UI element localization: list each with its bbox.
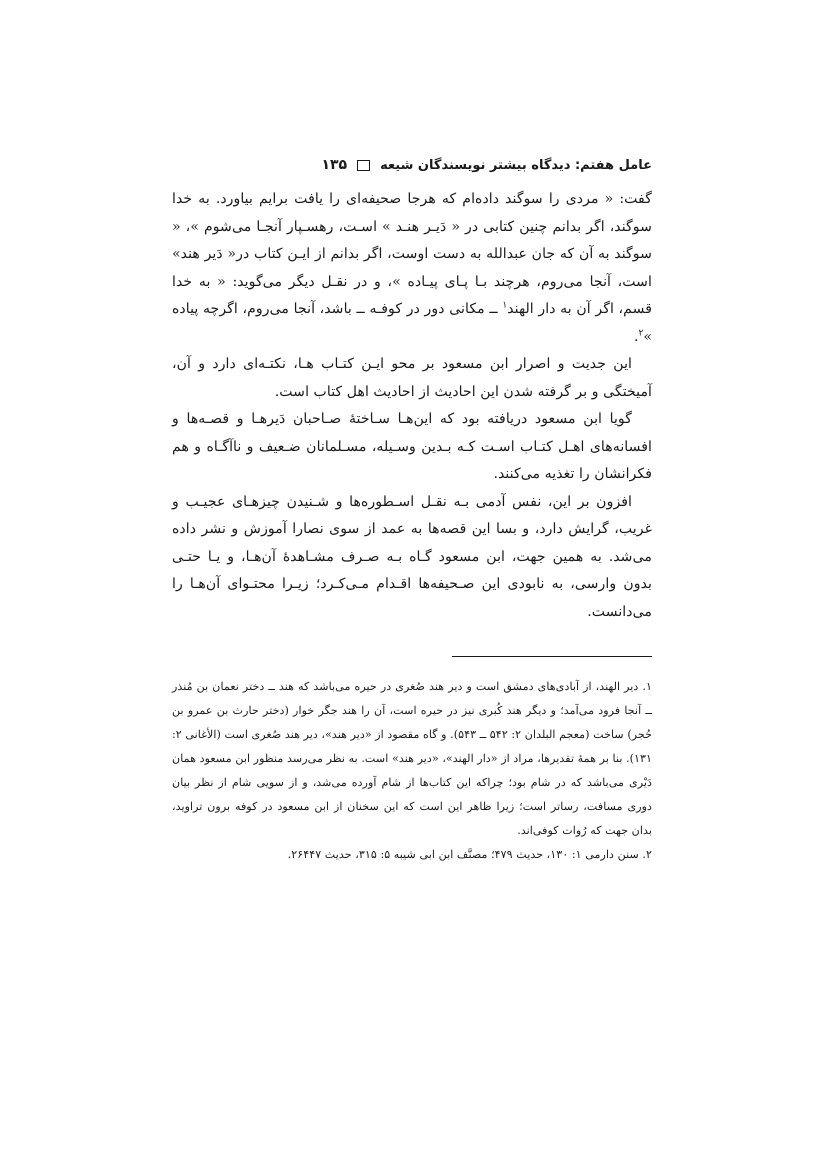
footnote: ۲. سنن دارمی ۱: ۱۳۰، حدیث ۴۷۹؛ مصنَّف ابن ابی شیبه ۵: ۳۱۵، حدیث ۲۶۴۴۷. bbox=[287, 848, 652, 861]
footnote-ref: ۱ bbox=[502, 300, 508, 311]
body-text bbox=[172, 186, 652, 626]
page-number: ۱۳۵ bbox=[321, 157, 348, 173]
paragraph: گفت: « مردی را سوگند داده‌ام که هرجا صحیفه‌ای را یافت برایم بیاورد. به خدا سوگند، اگر بدانم چنین کتابی در « دَیـر هنـد » اسـت، رهسـپار آنجـا می‌شوم »، « سوگند به آن که جان عبدالله به دست اوست، اگر بدانم از ایـن کتاب در« دَیر هند» است، آنجا می‌روم، هرچند بـا پـای پیـاده »، و در نقـل دیگر می‌گوید: « به خدا قسم، اگر آن به دار الهند$^۱$ ــ مکانی دور در کوفـه ــ باشد، آنجا می‌روم، اگرچه پیاده »$^۲$. bbox=[172, 191, 653, 345]
paragraph: گویا ابن مسعود دریافته بود که این‌هـا سـاختۀ صـاحبان دَیرهـا و قصـه‌ها و افسانه‌های اهـل کتـاب اسـت کـه بـدین وسـیله، مسـلمانان ضـعیف و ناآگـاه و هم فکرانشان را تغذیه می‌کنند. bbox=[172, 411, 652, 482]
running-header bbox=[172, 150, 652, 180]
paragraph: این جدیت و اصرار ابن مسعود بر محو ایـن کتـاب هـا، نکتـه‌ای دارد و آن، آمیختگی و بر گرفته شدن این احادیث از احادیث اهل کتاب است. bbox=[172, 356, 652, 400]
footnote: ۱. دیر الهند، از آبادی‌های دمشق است و دیر هند صُغری در حیره می‌باشد که هند ــ دختر نعمان بن مُنذر ــ آنجا فرود می‌آمد؛ و دیگر هند کُبری نیز در حیره است، آن را هند جگر خوار (دختر حارث بن عمرو بن حُجر) ساخت (معجم البلدان ۲: ۵۴۲ ــ ۵۴۳). و گاه مقصود از «دیر هند»، دیر هند صُغری است (الأغانی ۲: ۱۳۱). بنا بر همۀ تقدیرها، مراد از «دار الهند»، «دیر هند» است. به نظر می‌رسد منظور ابن مسعود همان دَیْری می‌باشد که در شام بود؛ چراکه این کتاب‌ها از شام آورده می‌شد، و از سویی شام از نظر بیان دوری مسافت، رساتر است؛ زیرا ظاهر این است که این سخنان از ابن مسعود در کوفه برون تراوید، بدان جهت که رُوات کوفی‌اند. bbox=[172, 680, 653, 837]
chapter-title: عامل هفتم: دیدگاه بیشتر نویسندگان شیعه bbox=[380, 157, 652, 173]
footnote-ref: ۲ bbox=[638, 327, 644, 338]
footnote-divider bbox=[452, 656, 652, 657]
paragraph: افزون بر این، نفس آدمی بـه نقـل اسـطوره‌ها و شـنیدن چیزهـای عجیـب و غریب، گرایش دارد، و بسا این قصه‌ها به عمد از سوی نصارا آموزش و نشر داده می‌شد. به همین جهت، ابن مسعود گـاه بـه صـرف مشـاهدۀ آن‌هـا، و یـا حتـی بدون وارسی، به نابودی این صـحیفه‌ها اقـدام مـی‌کـرد؛ زیـرا محتـوای آن‌هـا را می‌دانست. bbox=[172, 493, 652, 620]
book-page bbox=[172, 150, 652, 867]
footnotes bbox=[172, 675, 652, 867]
square-ornament-icon bbox=[357, 160, 370, 171]
